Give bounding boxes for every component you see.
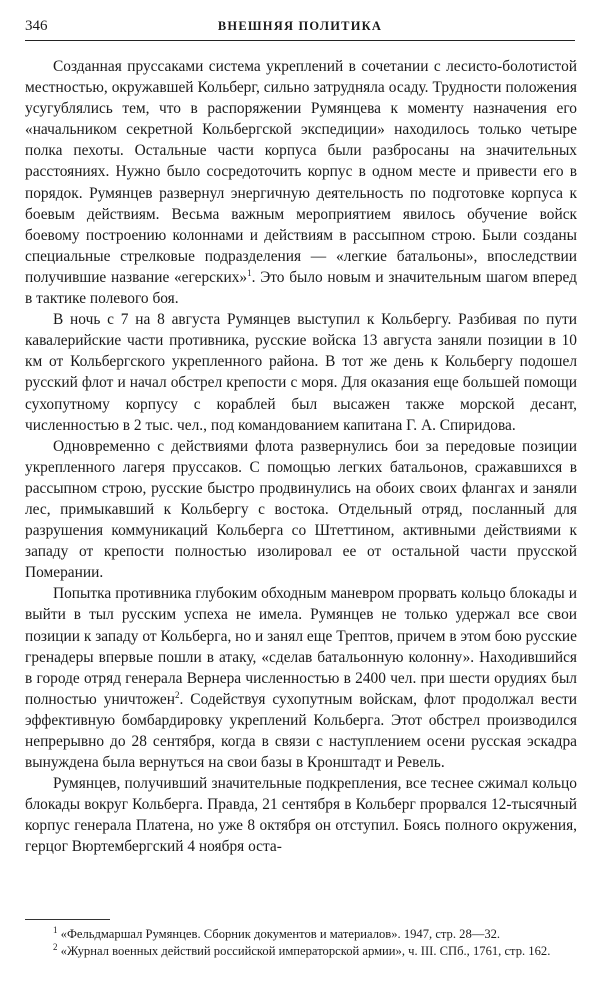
paragraph [25,583,577,773]
paragraph-text: В ночь с 7 на 8 августа Румянцев выступил к Кольбергу. Разбивая по пути кавалерийские части противника, русские войска 13 августа заняли позиции в 10 км от Кольбергского укрепленного района. В тот же день к Кольбергу подошел русский флот и начал обстрел крепости с моря. Для оказания еще большей помощи сухопутному корпусу с кораблей был высажен также морской десант, численностью в 2 тыс. чел., под командованием капитана Г. А. Спиридова. [25,311,577,434]
body-text [25,56,577,858]
paragraph [25,436,577,584]
footnote-mark: 2 [53,941,58,952]
paragraph-text-tail: . Это было новым и значительным шагом вперед в тактике полевого боя. [25,268,578,308]
paragraph [25,309,577,436]
paragraph-text: Румянцев, получивший значительные подкрепления, все теснее сжимал кольцо блокады вокруг Кольберга. Правда, 21 сентября в Кольберг прорвался 12-тысячный корпус генерала Платена, но уже 8 октября он отступил. Боясь полного окружения, герцог Вюртембергский 4 ноября оста- [25,775,577,856]
paragraph-text-tail: . Содействуя сухопутным войскам, флот продолжал вести эффективную бомбардировку укреплений Кольберга. Этот обстрел производился непрерывно до 28 сентября, когда в связи с наступлением осени русская эскадра вынуждена была вернуться на свои базы в Кронштадт и Ревель. [25,690,577,772]
footnote [25,943,577,960]
footnotes [25,926,577,960]
paragraph-text: Одновременно с действиями флота развернулись бои за передовые позиции укрепленного лагеря пруссаков. С помощью легких батальонов, сражавшихся в рассыпном строю, русские быстро продвинулись на обоих своих флангах и заняли лес, примыкавший к Кольбергу с востока. Отдельный отряд, посланный для разрушения коммуникаций Кольберга со Штеттином, активными действиями к западу от крепости полностью изолировал ее от остальной части прусской Померании. [25,437,577,582]
paragraph [25,56,577,309]
footnote-ref: 2 [175,689,180,700]
page-header [25,18,575,41]
footnote-text: «Журнал военных действий российской императорской армии», ч. III. СПб., 1761, стр. 162. [60,944,551,958]
paragraph [25,773,577,857]
running-title: ВНЕШНЯЯ ПОЛИТИКА [217,19,383,33]
paragraph-text: Созданная пруссаками система укреплений в сочетании с лесисто-болотистой местностью, окружавшей Кольберг, сильно затрудняла осаду. Трудности положения усугублялись тем, что в распоряжении Румянцева к моменту назначения его «начальником секретной Кольбергской экспедиции» находилось только четыре полка пехоты. Остальные части корпуса были разбросаны на значительных расстояниях. Нужно было сосредоточить корпус в одном месте и привести его в порядок. Румянцев развернул энергичную деятельность по подготовке корпуса к боевым действиям. Весьма важным мероприятием явилось обучение войск боевому построению колоннами и действиям в рассыпном строю. Были созданы специальные стрелковые подразделения — «легкие батальоны», впоследствии получившие название «егерских» [25,58,577,286]
footnote-text: «Фельдмаршал Румянцев. Сборник документов и материалов». 1947, стр. 28—32. [60,927,501,941]
paragraph-text: Попытка противника глубоким обходным маневром прорвать кольцо блокады и выйти в тыл русским успеха не имела. Румянцев не только удержал все свои позиции к западу от Кольберга, но и занял еще Трептов, причем в этом бою русские гренадеры впервые пошли в атаку, «сделав батальонную колонну». Находившийся в городе отряд генерала Вернера численностью в 2400 чел. при шести орудиях был полностью уничтожен [25,585,577,708]
footnote-ref: 1 [247,267,252,278]
footnote-mark: 1 [53,924,58,935]
page-number: 346 [25,18,48,34]
footnote-separator [25,919,110,920]
footnote [25,926,577,943]
